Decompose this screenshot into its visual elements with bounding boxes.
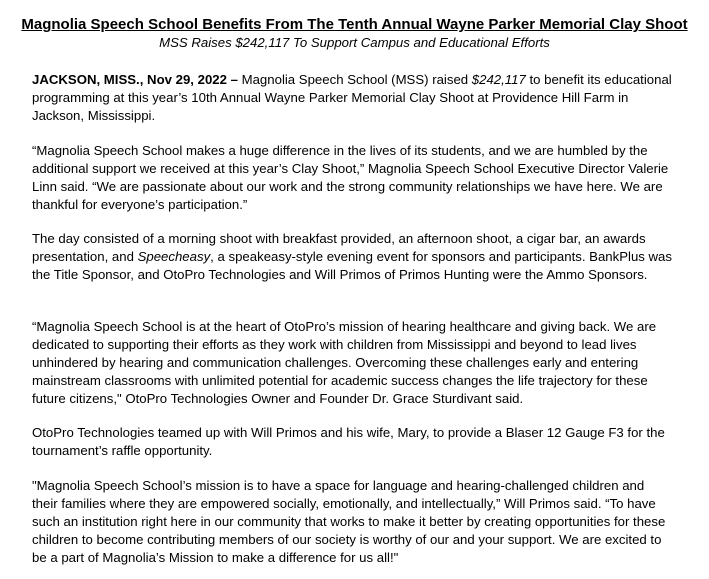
- paragraph-raffle: OtoPro Technologies teamed up with Will Primos and his wife, Mary, to provide a Blaser 12 Gauge F3 for the tournament’s raffle opportunity.: [32, 425, 665, 458]
- event-text-b: , a speakeasy-style evening event for sponsors and participants. BankPlus was the Title Sponsor, and OtoPro Technologies and Will Primos of Primos Hunting were the Ammo Sponsors.: [32, 248, 672, 282]
- paragraph-intro: [32, 71, 672, 125]
- subheadline: MSS Raises $242,117 To Support Campus and Educational Efforts: [159, 35, 550, 50]
- event-text-a: The day consisted of a morning shoot with breakfast provided, an afternoon shoot, a cigar bar, an awards presentation, and: [32, 231, 646, 264]
- intro-text-a: Magnolia Speech School (MSS) raised: [237, 72, 472, 87]
- intro-text-b: to benefit its educational programming at this year’s 10th Annual Wayne Parker Memorial Clay Shoot at Providence Hill Farm in Jackson, Mississippi.: [32, 72, 672, 123]
- event-name: Speecheasy: [137, 248, 211, 264]
- dateline: JACKSON, MISS., Nov 29, 2022 –: [32, 72, 238, 87]
- paragraph-otopro-quote: “Magnolia Speech School is at the heart of OtoPro’s mission of hearing healthcare and giving back. We are dedicated to supporting their efforts as they work with children from Mississippi and beyond to lead lives unhindered by hearing and communication challenges. Overcoming these challenges early and entering mainstream classrooms with unlimited potential for academic success changes the life trajectory for these future citizens," OtoPro Technologies Owner and Founder Dr. Grace Sturdivant said.: [32, 319, 657, 406]
- paragraph-director-quote: “Magnolia Speech School makes a huge difference in the lives of its students, and we are humbled by the additional support we received at this year’s Clay Shoot,” Magnolia Speech School Executive Director Valerie Linn said. “We are passionate about our work and the strong community relationships we have here. We are thankful for everyone’s participation.”: [32, 143, 669, 212]
- amount-raised: $242,117: [471, 72, 526, 87]
- headline: Magnolia Speech School Benefits From The Tenth Annual Wayne Parker Memorial Clay Shoot: [21, 16, 688, 33]
- paragraph-primos-quote: "Magnolia Speech School’s mission is to have a space for language and hearing-challenged children and their families where they are empowered socially, emotionally, and intellectually,” Will Primos said. “To have such an institution right here in our community that works to make it better by creating opportunities for these children to become contributing members of our society is worthy of our and your support. We are excited to be a part of Magnolia’s Mission to make a difference for us all!": [32, 478, 666, 565]
- paragraph-event-details: [32, 230, 672, 284]
